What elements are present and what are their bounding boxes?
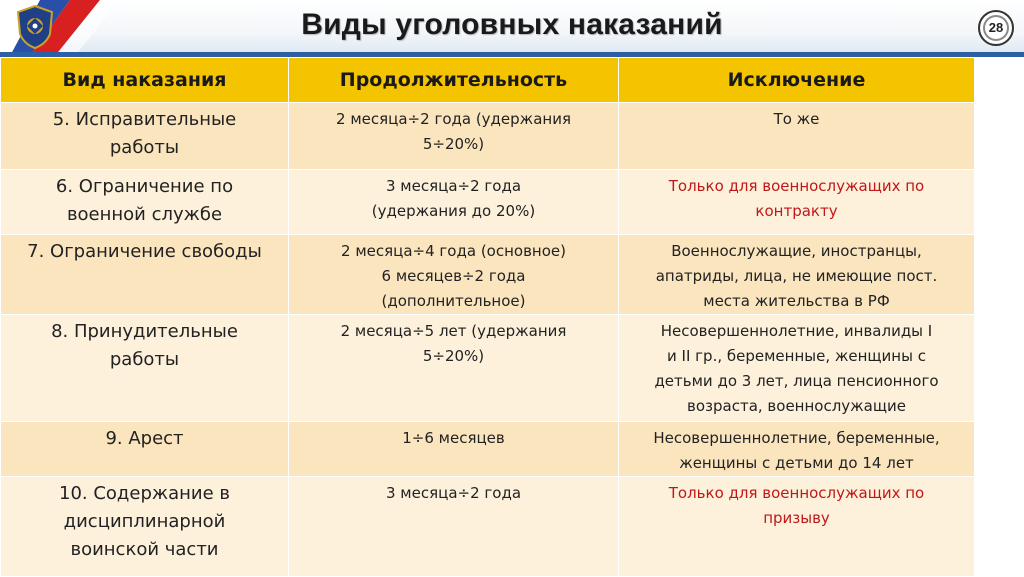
cell-exception: [619, 422, 975, 477]
cell-line: 9. Арест: [105, 428, 184, 449]
cell-duration: [289, 235, 619, 315]
page-title: Виды уголовных наказаний: [301, 8, 723, 41]
cell-duration: [289, 477, 619, 577]
table-row: [1, 103, 975, 170]
cell-line: Несовершеннолетние, инвалиды I: [660, 322, 933, 340]
cell-exception: [619, 235, 975, 315]
table-header-row: [1, 58, 975, 103]
column-header-exception: Исключение: [619, 58, 975, 103]
cell-line: 1÷6 месяцев: [402, 429, 505, 447]
cell-duration: [289, 315, 619, 422]
table-row: [1, 477, 975, 577]
cell-line: военной службе: [66, 204, 223, 225]
cell-kind: [1, 170, 289, 235]
cell-line: воинской части: [70, 539, 219, 560]
cell-line: места жительства в РФ: [703, 292, 890, 310]
cell-line: 3 месяца÷2 года: [385, 177, 522, 195]
cell-kind: [1, 315, 289, 422]
table-row: [1, 170, 975, 235]
cell-line: (дополнительное): [381, 292, 526, 310]
cell-line: Военнослужащие, иностранцы,: [671, 242, 922, 260]
cell-line: возраста, военнослужащие: [687, 397, 906, 415]
cell-line: Только для военнослужащих по: [668, 177, 925, 195]
cell-line: (удержания до 20%): [371, 202, 536, 220]
cell-line: 2 месяца÷4 года (основное): [341, 242, 566, 260]
cell-line: апатриды, лица, не имеющие пост.: [655, 267, 938, 285]
cell-line: женщины с детьми до 14 лет: [679, 454, 914, 472]
cell-kind: [1, 477, 289, 577]
cell-exception: [619, 103, 975, 170]
table-row: [1, 235, 975, 315]
table-row: [1, 422, 975, 477]
cell-exception: [619, 170, 975, 235]
cell-line: Только для военнослужащих по: [668, 484, 925, 502]
cell-line: дисциплинарной: [63, 511, 226, 532]
cell-line: 2 месяца÷5 лет (удержания: [340, 322, 567, 340]
cell-kind: [1, 235, 289, 315]
cell-line: 6. Ограничение по: [55, 176, 234, 197]
cell-line: 6 месяцев÷2 года: [381, 267, 526, 285]
cell-duration: [289, 170, 619, 235]
cell-line: призыву: [763, 509, 830, 527]
cell-line: 5÷20%): [422, 347, 485, 365]
cell-line: детьми до 3 лет, лица пенсионного: [654, 372, 939, 390]
table-row: [1, 315, 975, 422]
cell-duration: [289, 103, 619, 170]
cell-line: 2 месяца÷2 года (удержания: [336, 110, 571, 128]
cell-line: 5. Исправительные: [52, 109, 237, 130]
cell-line: работы: [109, 349, 180, 370]
column-header-kind: Вид наказания: [1, 58, 289, 103]
slide-header: [0, 0, 1024, 56]
cell-exception: [619, 477, 975, 577]
cell-line: То же: [773, 110, 820, 128]
cell-exception: [619, 315, 975, 422]
cell-line: 3 месяца÷2 года: [385, 484, 522, 502]
cell-line: Несовершеннолетние, беременные,: [653, 429, 940, 447]
cell-line: 7. Ограничение свободы: [27, 241, 262, 262]
cell-kind: [1, 103, 289, 170]
column-header-duration: Продолжительность: [289, 58, 619, 103]
cell-duration: [289, 422, 619, 477]
cell-kind: [1, 422, 289, 477]
cell-line: контракту: [755, 202, 838, 220]
cell-line: работы: [109, 137, 180, 158]
page-number-badge: 28: [978, 10, 1014, 46]
cell-line: 5÷20%): [422, 135, 485, 153]
cell-line: 10. Содержание в: [59, 483, 230, 504]
punishments-table: [0, 57, 975, 577]
cell-line: 8. Принудительные: [51, 321, 238, 342]
cell-line: и II гр., беременные, женщины с: [667, 347, 926, 365]
